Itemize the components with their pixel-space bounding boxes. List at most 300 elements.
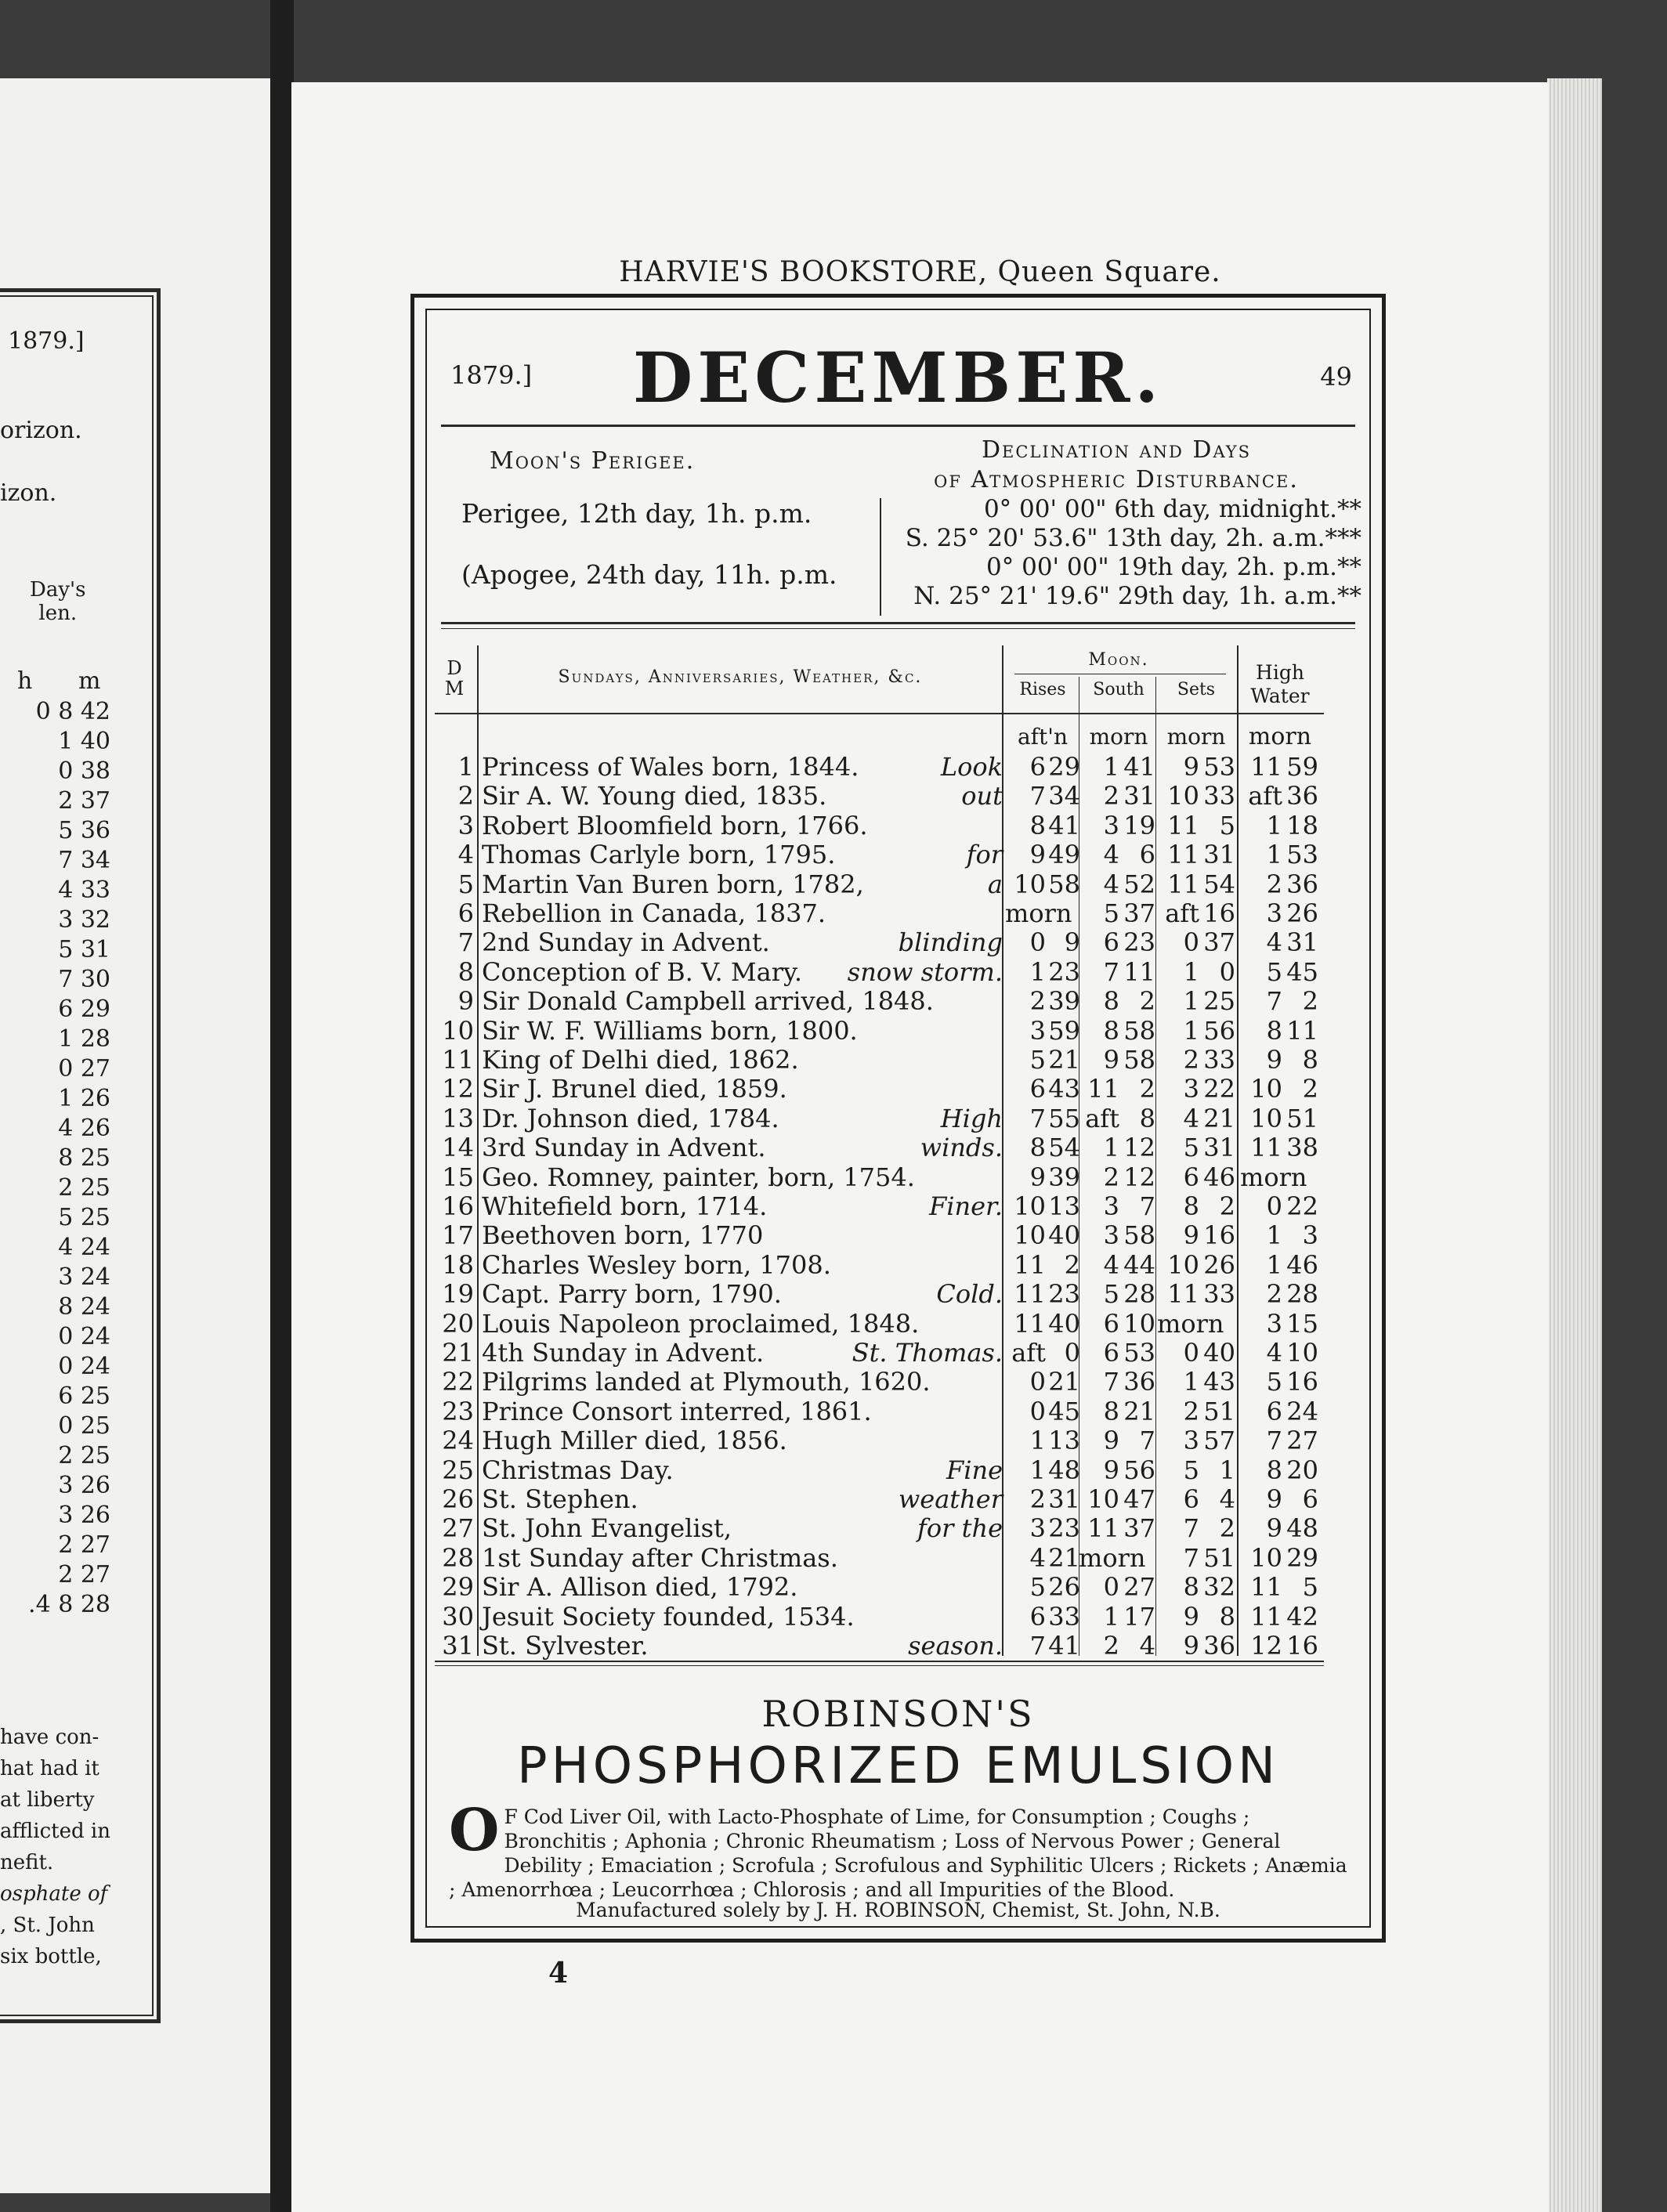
moon-south-m: 6 xyxy=(1139,840,1155,870)
moon-rises-h: 9 xyxy=(1029,1162,1046,1192)
col-head-events: Sundays, Anniversaries, Weather, &c. xyxy=(558,667,923,687)
high-water-h: 5 xyxy=(1266,956,1282,987)
moon-sets-h: 7 xyxy=(1183,1513,1199,1544)
moon-rises-h: 8 xyxy=(1029,1133,1046,1163)
day-number: 24 xyxy=(442,1426,474,1456)
day-number: 21 xyxy=(442,1338,474,1368)
event: Sir J. Brunel died, 1859. xyxy=(482,1074,787,1104)
ad-body xyxy=(449,1797,1354,1902)
table-row xyxy=(435,898,1324,928)
day-number: 29 xyxy=(442,1572,474,1603)
table-row xyxy=(435,1397,1324,1426)
high-water-h: 1 xyxy=(1266,1249,1282,1280)
moon-south-m: 11 xyxy=(1123,956,1155,987)
event: Louis Napoleon proclaimed, 1848. xyxy=(482,1308,920,1339)
high-water-h: 3 xyxy=(1266,898,1282,928)
moon-sets-h: 3 xyxy=(1183,1074,1199,1104)
high-water-h: 11 xyxy=(1250,1133,1282,1163)
weather-note: out xyxy=(961,781,1003,811)
col-head-dm xyxy=(435,658,474,699)
moon-rises-h: 6 xyxy=(1029,1074,1046,1104)
high-water-h: 10 xyxy=(1250,1074,1282,1104)
left-page-length: 8 24 xyxy=(58,1293,110,1321)
moon-rises-h: 10 xyxy=(1014,1191,1046,1221)
high-water-h: 0 xyxy=(1266,1191,1282,1221)
moon-south-m: 28 xyxy=(1123,1279,1155,1310)
moon-sets-h: 11 xyxy=(1167,810,1199,840)
moon-rises-h: 0 xyxy=(1029,927,1046,958)
day-number: 8 xyxy=(457,956,474,987)
table-row xyxy=(435,1631,1324,1661)
table-row xyxy=(435,869,1324,899)
page-number: 49 xyxy=(1320,362,1352,392)
moon-rises-m: 40 xyxy=(1048,1308,1080,1339)
moon-rises-h: 4 xyxy=(1029,1542,1046,1573)
high-water-m: 27 xyxy=(1286,1426,1318,1456)
moon-sets-h: aft xyxy=(1165,898,1199,928)
moon-sets-m: 33 xyxy=(1203,1045,1235,1075)
moon-south-m: 4 xyxy=(1139,1631,1155,1661)
left-page-year: 1879.] xyxy=(8,327,85,355)
moon-sets-h: 4 xyxy=(1183,1103,1199,1133)
left-page-length: 8 25 xyxy=(58,1144,110,1172)
day-number: 1 xyxy=(457,752,474,782)
table-row xyxy=(435,1104,1324,1133)
event: Sir A. W. Young died, 1835. xyxy=(482,781,827,811)
col-head-rises: Rises xyxy=(1019,680,1066,699)
moon-south-h: 10 xyxy=(1087,1484,1119,1514)
table-row xyxy=(435,1074,1324,1104)
event: Dr. Johnson died, 1784. xyxy=(482,1103,779,1133)
day-number: 7 xyxy=(457,927,474,958)
weather-note: for xyxy=(966,840,1003,870)
left-page-length: 5 36 xyxy=(58,817,110,844)
left-page-length: 3 26 xyxy=(58,1472,110,1499)
weather-note: Fine xyxy=(946,1455,1003,1485)
moon-rises-m: 23 xyxy=(1048,1513,1080,1544)
moon-south-h: 5 xyxy=(1103,898,1119,928)
left-page-length: 2 37 xyxy=(58,787,110,815)
event: Conception of B. V. Mary. xyxy=(482,956,802,987)
high-water-m: 22 xyxy=(1286,1191,1318,1221)
moon-sets-m: 40 xyxy=(1203,1338,1235,1368)
event: Martin Van Buren born, 1782, xyxy=(482,869,864,899)
col-head-sets: Sets xyxy=(1177,680,1216,699)
moon-rises-h: 8 xyxy=(1029,810,1046,840)
weather-note: St. Thomas. xyxy=(852,1338,1003,1368)
table-row xyxy=(435,1338,1324,1368)
moon-sets-m: 26 xyxy=(1203,1249,1235,1280)
left-page-length: 3 26 xyxy=(58,1502,110,1529)
high-water-m: 15 xyxy=(1286,1308,1318,1339)
moon-south-h: 6 xyxy=(1103,1338,1119,1368)
table-row xyxy=(435,1133,1324,1162)
col-head-d: D xyxy=(447,657,462,679)
table-row xyxy=(435,986,1324,1016)
left-page-length: 2 25 xyxy=(58,1174,110,1202)
moon-sets-h: 9 xyxy=(1183,1220,1199,1251)
high-water-h: 4 xyxy=(1266,927,1282,958)
table-row xyxy=(435,1045,1324,1075)
moon-rises-m: 55 xyxy=(1048,1103,1080,1133)
moon-rises-m: 2 xyxy=(1064,1249,1080,1280)
left-page-length: 7 30 xyxy=(58,966,110,993)
moon-south-h: 3 xyxy=(1103,1191,1119,1221)
moon-rises-m: 34 xyxy=(1048,781,1080,811)
day-number: 3 xyxy=(457,810,474,840)
event: Prince Consort interred, 1861. xyxy=(482,1396,872,1426)
moon-rises-h: 0 xyxy=(1029,1396,1046,1426)
event: St. Sylvester. xyxy=(482,1631,649,1661)
moon-sets-m: 37 xyxy=(1203,927,1235,958)
apogee-line: (Apogee, 24th day, 11h. p.m. xyxy=(461,559,837,590)
moon-south-h: 9 xyxy=(1103,1045,1119,1075)
weather-note: Cold. xyxy=(936,1279,1003,1310)
day-number: 11 xyxy=(442,1045,474,1075)
moon-rises-h: 1 xyxy=(1029,1455,1046,1485)
high-water-h: 1 xyxy=(1266,810,1282,840)
day-number: 14 xyxy=(442,1133,474,1163)
event: 1st Sunday after Christmas. xyxy=(482,1542,838,1573)
high-water-m: 8 xyxy=(1302,1045,1318,1075)
day-number: 30 xyxy=(442,1601,474,1632)
moon-south-h: 11 xyxy=(1087,1513,1119,1544)
left-page-length: 1 40 xyxy=(58,728,110,755)
moon-south-h: 4 xyxy=(1103,840,1119,870)
high-water-h: 7 xyxy=(1266,1426,1282,1456)
high-water-m: 16 xyxy=(1286,1631,1318,1661)
moon-rises-h: 7 xyxy=(1029,1103,1046,1133)
day-number: 5 xyxy=(457,869,474,899)
event: Sir Donald Campbell arrived, 1848. xyxy=(482,986,934,1017)
moon-south-m: 12 xyxy=(1123,1133,1155,1163)
event: Geo. Romney, painter, born, 1754. xyxy=(482,1162,915,1192)
moon-south-m: 52 xyxy=(1123,869,1155,899)
divider xyxy=(880,498,888,616)
moon-rises-h: 2 xyxy=(1029,986,1046,1017)
moon-rises-m: 41 xyxy=(1048,810,1080,840)
event: Christmas Day. xyxy=(482,1455,674,1485)
moon-sets-h: 11 xyxy=(1167,1279,1199,1310)
table-row xyxy=(435,1162,1324,1192)
left-page xyxy=(0,78,270,2193)
high-water-h: 1 xyxy=(1266,840,1282,870)
moon-south-h: 6 xyxy=(1103,927,1119,958)
left-page-length: 4 24 xyxy=(58,1234,110,1261)
table-row xyxy=(435,1602,1324,1632)
moon-sets-m: 5 xyxy=(1219,810,1235,840)
moon-rises-h: 3 xyxy=(1029,1015,1046,1046)
almanac-inner-frame xyxy=(425,309,1371,1928)
moon-south-h: 9 xyxy=(1103,1455,1119,1485)
folio-number: 4 xyxy=(548,1957,569,1990)
moon-rises-m: 58 xyxy=(1048,869,1080,899)
moon-south-h: 2 xyxy=(1103,1162,1119,1192)
moon-sets-h: 8 xyxy=(1183,1572,1199,1603)
moon-rises-h: 11 xyxy=(1014,1279,1046,1310)
moon-rises-m: 33 xyxy=(1048,1601,1080,1632)
moon-south-m: 21 xyxy=(1123,1396,1155,1426)
day-number: 9 xyxy=(457,986,474,1017)
moon-rises-h: 1 xyxy=(1029,956,1046,987)
moon-south-m: 37 xyxy=(1123,898,1155,928)
declination-lines xyxy=(906,495,1361,611)
event: Sir A. Allison died, 1792. xyxy=(482,1572,798,1603)
almanac-frame xyxy=(410,294,1386,1943)
high-water-m: 31 xyxy=(1286,927,1318,958)
moon-south-h: 8 xyxy=(1103,1015,1119,1046)
moon-south-h: 2 xyxy=(1103,781,1119,811)
event: 4th Sunday in Advent. xyxy=(482,1338,765,1368)
moon-south-m: 31 xyxy=(1123,781,1155,811)
high-water-m: 51 xyxy=(1286,1103,1318,1133)
left-page-length: 4 26 xyxy=(58,1115,110,1142)
moon-rises-m: 39 xyxy=(1048,1162,1080,1192)
moon-rises-h: 1 xyxy=(1029,1426,1046,1456)
high-water-h: 4 xyxy=(1266,1338,1282,1368)
weather-note: Look xyxy=(940,752,1003,782)
moon-south-h: 2 xyxy=(1103,1631,1119,1661)
left-footer-line: six bottle, xyxy=(0,1945,102,1968)
moon-sets-m: 33 xyxy=(1203,1279,1235,1310)
moon-rises-m: 54 xyxy=(1048,1133,1080,1163)
event: Thomas Carlyle born, 1795. xyxy=(482,840,836,870)
moon-south-h: morn xyxy=(1079,1542,1146,1573)
moon-rises-m: 29 xyxy=(1048,752,1080,782)
day-number: 6 xyxy=(457,898,474,928)
weather-note: High xyxy=(940,1103,1003,1133)
table-row xyxy=(435,1220,1324,1250)
event: King of Delhi died, 1862. xyxy=(482,1045,799,1075)
high-water-m: 53 xyxy=(1286,840,1318,870)
declination-title-line: of Atmospheric Disturbance. xyxy=(934,466,1299,493)
moon-south-h: 8 xyxy=(1103,986,1119,1017)
moon-rises-h: 0 xyxy=(1029,1367,1046,1397)
moon-sets-h: 10 xyxy=(1167,1249,1199,1280)
high-water-h: morn xyxy=(1240,1162,1307,1192)
moon-sets-h: 2 xyxy=(1183,1045,1199,1075)
high-water-m: 38 xyxy=(1286,1133,1318,1163)
high-water-m: 42 xyxy=(1286,1601,1318,1632)
event: 3rd Sunday in Advent. xyxy=(482,1133,766,1163)
moon-south-h: 8 xyxy=(1103,1396,1119,1426)
left-page-length: 0 24 xyxy=(58,1323,110,1350)
left-page-length: 6 29 xyxy=(58,996,110,1023)
left-page-length: 1 26 xyxy=(58,1085,110,1112)
day-number: 20 xyxy=(442,1308,474,1339)
moon-south-m: 58 xyxy=(1123,1045,1155,1075)
moon-sets-h: 3 xyxy=(1183,1426,1199,1456)
moon-south-m: 2 xyxy=(1139,1074,1155,1104)
weather-note: blinding xyxy=(898,927,1003,958)
moon-rises-h: 5 xyxy=(1029,1572,1046,1603)
moon-sets-m: 54 xyxy=(1203,869,1235,899)
rule xyxy=(441,628,1355,629)
moon-rises-m: 31 xyxy=(1048,1484,1080,1514)
left-footer-line: nefit. xyxy=(0,1851,54,1874)
left-page-lengths xyxy=(0,697,129,1620)
moon-rises-m: 41 xyxy=(1048,1631,1080,1661)
day-number: 27 xyxy=(442,1513,474,1544)
moon-rises-m: 23 xyxy=(1048,1279,1080,1310)
subhead-rises: aft'n xyxy=(1017,724,1069,750)
moon-sets-m: 21 xyxy=(1203,1103,1235,1133)
declination-title xyxy=(889,436,1343,495)
event: Jesuit Society founded, 1534. xyxy=(482,1601,855,1632)
moon-rises-h: 7 xyxy=(1029,1631,1046,1661)
high-water-m: 2 xyxy=(1302,986,1318,1017)
left-page-length: 0 8 42 xyxy=(35,698,110,725)
high-water-h: aft xyxy=(1248,781,1282,811)
high-water-m: 20 xyxy=(1286,1455,1318,1485)
table-row xyxy=(435,1513,1324,1543)
moon-sets-h: 7 xyxy=(1183,1542,1199,1573)
moon-rises-m: 21 xyxy=(1048,1542,1080,1573)
perigee-line: Perigee, 12th day, 1h. p.m. xyxy=(461,498,812,529)
moon-south-m: 8 xyxy=(1139,1103,1155,1133)
ad-drop-cap: O xyxy=(449,1797,500,1864)
moon-rises-m: 26 xyxy=(1048,1572,1080,1603)
moon-south-h: 4 xyxy=(1103,1249,1119,1280)
moon-south-m: 44 xyxy=(1123,1249,1155,1280)
moon-south-m: 58 xyxy=(1123,1015,1155,1046)
left-footer-line: hat had it xyxy=(0,1757,99,1780)
subhead-south: morn xyxy=(1089,724,1148,750)
moon-sets-h: 9 xyxy=(1183,752,1199,782)
year-label: 1879.] xyxy=(450,360,533,390)
moon-sets-m: 16 xyxy=(1203,898,1235,928)
high-water-m: 45 xyxy=(1286,956,1318,987)
event: Rebellion in Canada, 1837. xyxy=(482,898,826,928)
moon-rises-m: 40 xyxy=(1048,1220,1080,1251)
declination-title-line: Declination and Days xyxy=(981,436,1252,464)
high-water-m: 16 xyxy=(1286,1367,1318,1397)
weather-note: weather xyxy=(898,1484,1003,1514)
moon-rises-m: 48 xyxy=(1048,1455,1080,1485)
moon-sets-h: 5 xyxy=(1183,1455,1199,1485)
moon-south-m: 7 xyxy=(1139,1426,1155,1456)
moon-sets-m: 46 xyxy=(1203,1162,1235,1192)
event: Princess of Wales born, 1844. xyxy=(482,752,859,782)
left-page-length: 6 25 xyxy=(58,1382,110,1410)
left-footer-line: have con- xyxy=(0,1726,99,1749)
moon-sets-m: 16 xyxy=(1203,1220,1235,1251)
moon-rises-h: 5 xyxy=(1029,1045,1046,1075)
table-row xyxy=(435,752,1324,782)
moon-sets-m: 33 xyxy=(1203,781,1235,811)
moon-sets-m: 25 xyxy=(1203,986,1235,1017)
moon-south-m: 36 xyxy=(1123,1367,1155,1397)
moon-sets-m: 53 xyxy=(1203,752,1235,782)
day-number: 31 xyxy=(442,1631,474,1661)
declination-line: 0° 00' 00" 19th day, 2h. p.m.** xyxy=(986,553,1361,581)
rule xyxy=(435,713,1324,714)
moon-rises-m: 49 xyxy=(1048,840,1080,870)
day-number: 13 xyxy=(442,1103,474,1133)
moon-rises-m: 13 xyxy=(1048,1426,1080,1456)
table-row xyxy=(435,1484,1324,1514)
day-number: 28 xyxy=(442,1542,474,1573)
left-page-length: 1 28 xyxy=(58,1025,110,1053)
table-row xyxy=(435,1572,1324,1602)
moon-rises-m: 0 xyxy=(1064,1338,1080,1368)
high-water-h: 9 xyxy=(1266,1045,1282,1075)
event: Sir W. F. Williams born, 1800. xyxy=(482,1015,858,1046)
high-water-m: 10 xyxy=(1286,1338,1318,1368)
left-page-length: 0 27 xyxy=(58,1055,110,1083)
moon-sets-m: 2 xyxy=(1219,1513,1235,1544)
moon-rises-h: aft xyxy=(1011,1338,1046,1368)
table-row xyxy=(435,1455,1324,1485)
moon-sets-m: 43 xyxy=(1203,1367,1235,1397)
moon-sets-h: 11 xyxy=(1167,840,1199,870)
moon-south-m: 7 xyxy=(1139,1191,1155,1221)
moon-south-h: aft xyxy=(1085,1103,1119,1133)
event: Beethoven born, 1770 xyxy=(482,1220,764,1251)
high-water-m: 36 xyxy=(1286,781,1318,811)
moon-south-h: 1 xyxy=(1103,1133,1119,1163)
high-water-m: 11 xyxy=(1286,1015,1318,1046)
high-water-m: 2 xyxy=(1302,1074,1318,1104)
moon-sets-h: 1 xyxy=(1183,956,1199,987)
day-number: 26 xyxy=(442,1484,474,1514)
high-water-h: 9 xyxy=(1266,1484,1282,1514)
moon-south-h: 0 xyxy=(1103,1572,1119,1603)
table-row xyxy=(435,927,1324,957)
table-row xyxy=(435,1250,1324,1280)
moon-south-m: 56 xyxy=(1123,1455,1155,1485)
high-water-h: 8 xyxy=(1266,1015,1282,1046)
left-col-head-1: Day's xyxy=(30,578,86,602)
moon-south-m: 53 xyxy=(1123,1338,1155,1368)
ad-brand: ROBINSON'S xyxy=(761,1693,1035,1735)
moon-south-m: 23 xyxy=(1123,927,1155,958)
col-head-moon: Moon. xyxy=(1088,650,1149,670)
moon-south-h: 9 xyxy=(1103,1426,1119,1456)
event: Pilgrims landed at Plymouth, 1620. xyxy=(482,1367,931,1397)
table-row xyxy=(435,1279,1324,1309)
left-page-length: 0 25 xyxy=(58,1412,110,1440)
left-page-length: 2 27 xyxy=(58,1561,110,1589)
left-page-length: 2 27 xyxy=(58,1531,110,1559)
moon-sets-h: 6 xyxy=(1183,1162,1199,1192)
left-page-length: 5 31 xyxy=(58,936,110,963)
left-page-length: 5 25 xyxy=(58,1204,110,1231)
day-number: 18 xyxy=(442,1249,474,1280)
left-page-line-1: orizon. xyxy=(0,417,82,444)
high-water-h: 11 xyxy=(1250,1601,1282,1632)
moon-rises-h: 2 xyxy=(1029,1484,1046,1514)
rule xyxy=(435,1665,1324,1666)
high-water-h: 2 xyxy=(1266,869,1282,899)
declination-line: N. 25° 21' 19.6" 29th day, 1h. a.m.** xyxy=(913,582,1361,610)
high-water-m: 28 xyxy=(1286,1279,1318,1310)
left-footer-line: afflicted in xyxy=(0,1820,110,1843)
day-number: 17 xyxy=(442,1220,474,1251)
moon-sets-m: 1 xyxy=(1219,1455,1235,1485)
event: St. John Evangelist, xyxy=(482,1513,732,1544)
moon-sets-m: 31 xyxy=(1203,840,1235,870)
left-page-length: 0 38 xyxy=(58,757,110,785)
high-water-m: 46 xyxy=(1286,1249,1318,1280)
moon-rises-m: 23 xyxy=(1048,956,1080,987)
table-subhead xyxy=(435,722,1324,752)
day-number: 12 xyxy=(442,1074,474,1104)
moon-south-h: 7 xyxy=(1103,1367,1119,1397)
left-page-length: 0 24 xyxy=(58,1353,110,1380)
moon-south-h: 6 xyxy=(1103,1308,1119,1339)
moon-sets-m: 57 xyxy=(1203,1426,1235,1456)
